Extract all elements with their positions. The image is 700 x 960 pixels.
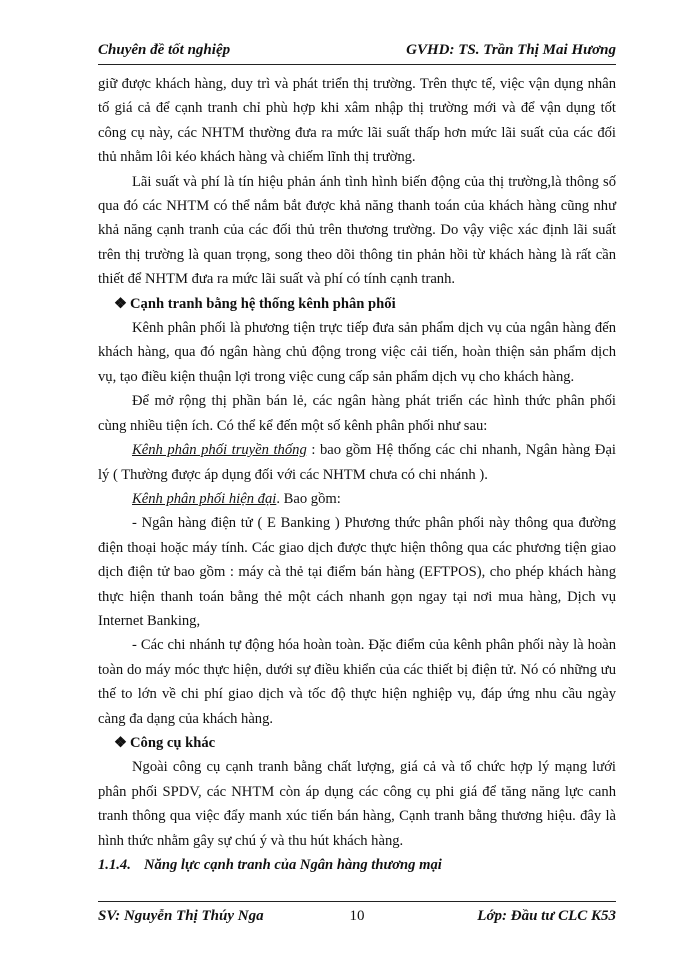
section-title: Năng lực cạnh tranh của Ngân hàng thương mại [144, 857, 442, 873]
modern-channel-desc: . Bao gồm: [276, 490, 341, 507]
paragraph-channel-definition: Kênh phân phối là phương tiện trực tiếp đưa sản phẩm dịch vụ của ngân hàng đến khách hàng, qua đó ngân hàng chủ động trong việc cải tiến, hoàn thiện sản phẩm dịch vụ, tạo điều kiện thuận lợi trong việc cung cấp sản phẩm dịch vụ cho khách hàng. [98, 320, 616, 385]
footer-class: Lớp: Đầu tư CLC K53 [477, 908, 616, 924]
footer-student: SV: Nguyễn Thị Thúy Nga [98, 908, 264, 924]
list-item-automated-branches: - Các chi nhánh tự động hóa hoàn toàn. Đặc điểm của kênh phân phối này là hoàn toàn do máy móc thực hiện, dưới sự điều khiển của các thiết bị điện tử. Nó có những ưu thế to lớn về chi phí giao dịch và tốc độ thực hiện nghiệp vụ, đáp ứng nhu cầu ngày càng đa dạng của khách hàng. [98, 637, 616, 727]
paragraph-traditional-channel [98, 438, 616, 487]
term-traditional-channel: Kênh phân phối truyền thống [132, 442, 307, 459]
page-header [98, 40, 616, 65]
diamond-bullet-icon: ❖ [114, 734, 128, 751]
paragraph-continuation: giữ được khách hàng, duy trì và phát triển thị trường. Trên thực tế, việc vận dụng nhân tố giá cả để cạnh tranh chỉ phù hợp khi xâm nhập thị trường mới và để vận dụng tốt công cụ này, các NHTM thường đưa ra mức lãi suất thấp hơn mức lãi suất của các đối thủ nhằm lôi kéo khách hàng và chiếm lĩnh thị trường. [98, 76, 616, 166]
page-footer [98, 901, 616, 932]
heading-other-tools [98, 731, 616, 755]
page-number: 10 [349, 908, 365, 924]
traditional-channel-desc: : bao gồm Hệ thống các chi nhanh, Ngân hàng Đại lý ( Thường được áp dụng đối với các NHTM chưa có chi nhánh ). [98, 442, 616, 483]
paragraph-modern-channel [98, 487, 616, 511]
heading-text: Cạnh tranh bằng hệ thống kênh phân phối [130, 295, 396, 312]
diamond-bullet-icon: ❖ [114, 295, 128, 312]
section-number: 1.1.4. [98, 857, 131, 873]
document-body [98, 72, 616, 877]
header-advisor: GVHD: TS. Trần Thị Mai Hương [406, 42, 616, 58]
list-item-e-banking: - Ngân hàng điện tử ( E Banking ) Phương thức phân phối này thông qua đường điện thoại hoặc máy tính. Các giao dịch được thực hiện thông qua các phương tiện giao dịch điện tử bao gồm : máy cà thẻ tại điểm bán hàng (EFTPOS), cho phép khách hàng thực hiện thanh toán bằng thẻ một cách nhanh gọn ngay tại nơi mua hàng, Dịch vụ Internet Banking, [98, 515, 616, 629]
term-modern-channel: Kênh phân phối hiện đại [132, 490, 277, 507]
heading-distribution-channels [98, 292, 616, 316]
section-heading [98, 853, 616, 877]
paragraph-interest-rates: Lãi suất và phí là tín hiệu phản ánh tình hình biến động của thị trường,là thông số qua đó các NHTM có thể nắm bắt được khả năng thanh toán của khách hàng cũng như khả năng cạnh tranh của các đối thủ trên thương trường. Do vậy việc xác định lãi suất trên thị trường là quan trọng, song theo dõi thông tin phản hồi từ khách hàng là rất cần thiết để NHTM đưa ra mức lãi suất và phí có tính cạnh tranh. [98, 173, 616, 288]
heading-text: Công cụ khác [130, 734, 216, 751]
header-thesis-label: Chuyên đề tốt nghiệp [98, 42, 231, 58]
paragraph-other-tools: Ngoài công cụ cạnh tranh bằng chất lượng, giá cả và tổ chức hợp lý mạng lưới phân phối SPDV, các NHTM còn áp dụng các công cụ phi giá để tăng năng lực canh tranh thông qua việc đẩy manh xúc tiến bán hàng, Cạnh tranh bằng thương hiệu. đây là hình thức nhằm gây sự chú ý và thu hút khách hàng. [98, 759, 616, 849]
paragraph-expand-market: Để mở rộng thị phần bán lẻ, các ngân hàng phát triển các hình thức phân phối cùng nhiều tiện ích. Có thể kể đến một số kênh phân phối như sau: [98, 393, 616, 434]
